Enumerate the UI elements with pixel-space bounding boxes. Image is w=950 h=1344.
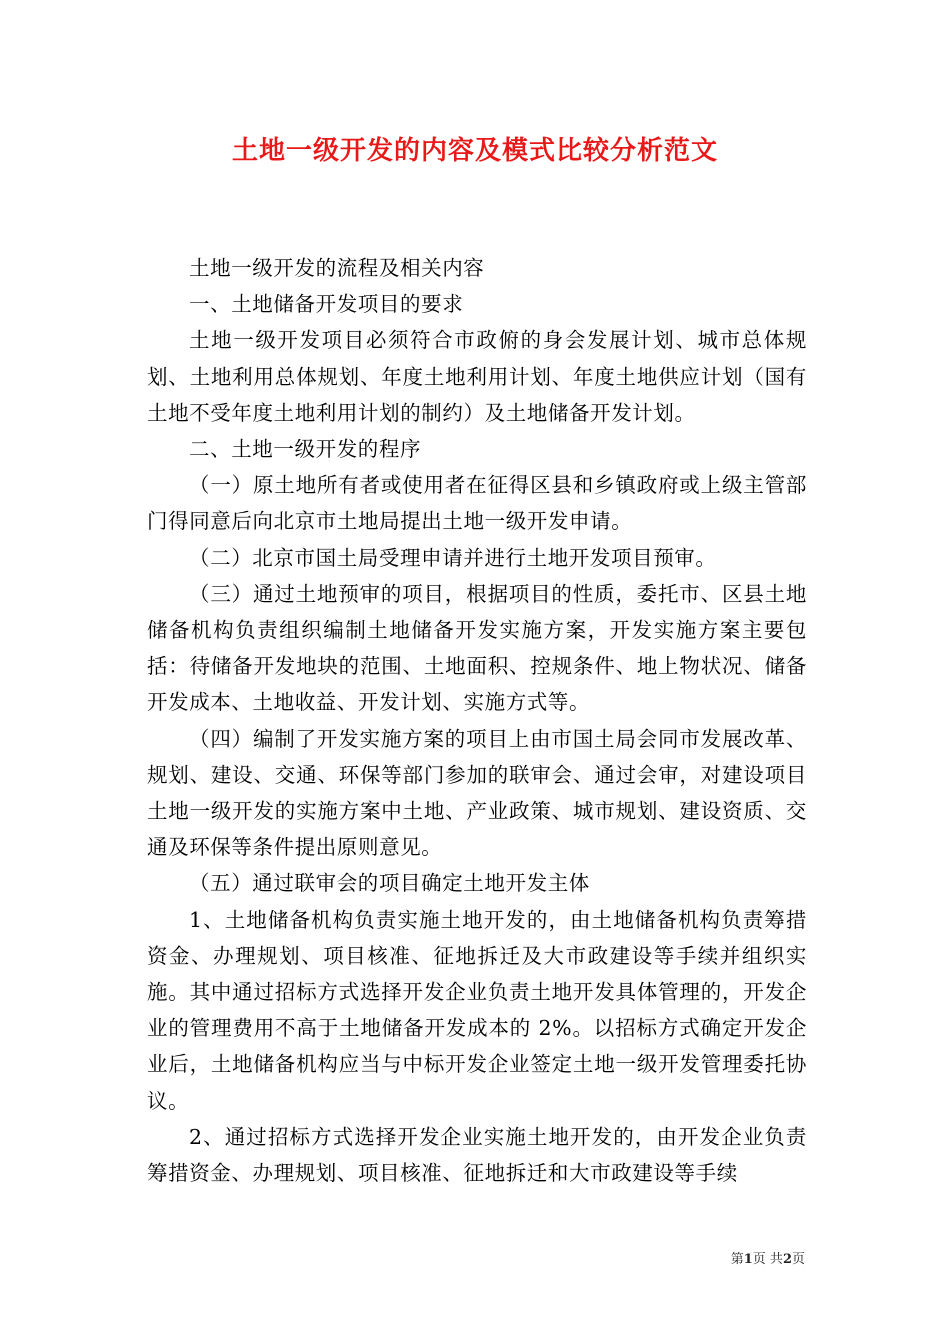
- paragraph-step-2: （二）北京市国土局受理申请并进行土地开发项目预审。: [189, 545, 717, 570]
- footer-middle: 页 共: [752, 1252, 783, 1267]
- page-footer: [731, 1248, 805, 1267]
- paragraph-requirements: 土地一级开发项目必须符合市政俯的身会发展计划、城市总体规划、土地利用总体规划、年度土地利用计划、年度土地供应计划（国有土地不受年度土地利用计划的制约）及土地储备开发计划。: [147, 328, 807, 425]
- heading-section-2: 二、土地一级开发的程序: [189, 437, 422, 462]
- document-body: [147, 250, 807, 1191]
- footer-current-page: 1: [743, 1252, 753, 1267]
- paragraph-item-1: 1、土地储备机构负责实施土地开发的，由土地储备机构负责筹措资金、办理规划、项目核准、征地拆迁及大市政建设等手续并组织实施。其中通过招标方式选择开发企业负责土地开发具体管理的，开发企业的管理费用不高于土地储备开发成本的 2%。以招标方式确定开发企业后，土地储备机构应当与中标开发企业签定土地一级开发管理委托协议。: [147, 907, 807, 1113]
- paragraph-step-5: （五）通过联审会的项目确定土地开发主体: [189, 871, 590, 896]
- page-title: 土地一级开发的内容及模式比较分析范文: [231, 136, 718, 166]
- paragraph-item-2: 2、通过招标方式选择开发企业实施土地开发的，由开发企业负责筹措资金、办理规划、项目核准、征地拆迁和大市政建设等手续: [147, 1124, 807, 1186]
- paragraph-intro: 土地一级开发的流程及相关内容: [189, 256, 485, 280]
- paragraph-step-3: （三）通过土地预审的项目，根据项目的性质，委托市、区县土地储备机构负责组织编制土地储备开发实施方案，开发实施方案主要包括：待储备开发地块的范围、土地面积、控规条件、地上物状况、储备开发成本、土地收益、开发计划、实施方式等。: [147, 581, 807, 715]
- footer-suffix: 页: [791, 1252, 805, 1267]
- heading-section-1: 一、土地储备开发项目的要求: [189, 292, 464, 317]
- paragraph-step-1: （一）原土地所有者或使用者在征得区县和乡镇政府或上级主管部门得同意后向北京市土地局提出土地一级开发申请。: [147, 473, 807, 534]
- paragraph-step-4: （四）编制了开发实施方案的项目上由市国土局会同市发展改革、规划、建设、交通、环保等部门参加的联审会、通过会审，对建设项目土地一级开发的实施方案中土地、产业政策、城市规划、建设资质、交通及环保等条件提出原则意见。: [147, 726, 807, 860]
- footer-prefix: 第: [730, 1252, 744, 1267]
- footer-total-pages: 2: [782, 1252, 792, 1267]
